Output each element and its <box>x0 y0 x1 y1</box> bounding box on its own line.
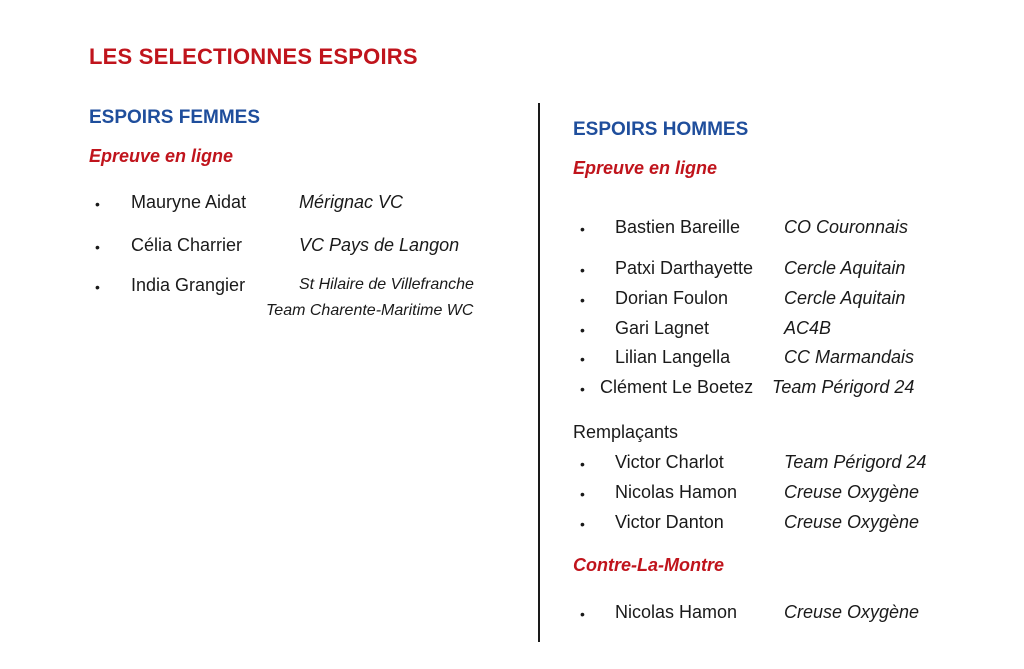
rider-name: Patxi Darthayette <box>615 258 754 278</box>
bullet: • <box>580 456 585 472</box>
rider-club: Creuse Oxygène <box>784 482 920 502</box>
rider-club: St Hilaire de Villefranche <box>299 276 474 293</box>
rider-name: Clément Le Boetez <box>600 377 754 397</box>
rider-name: Bastien Bareille <box>615 217 741 237</box>
rider-club: Team Périgord 24 <box>784 452 927 472</box>
rider-club: Cercle Aquitain <box>784 288 906 308</box>
rider-name: India Grangier <box>131 275 246 295</box>
rider-name: Victor Charlot <box>615 452 724 472</box>
hommes-heading: ESPOIRS HOMMES <box>573 119 749 140</box>
column-divider <box>538 103 540 642</box>
rider-club: Creuse Oxygène <box>784 602 920 622</box>
rider-club-secondary: Team Charente-Maritime WC <box>266 302 474 319</box>
rider-name: Lilian Langella <box>615 347 731 367</box>
rider-name: Célia Charrier <box>131 235 243 255</box>
femmes-heading: ESPOIRS FEMMES <box>89 107 261 128</box>
bullet: • <box>580 292 585 308</box>
bullet: • <box>580 381 585 397</box>
bullet: • <box>580 322 585 338</box>
bullet: • <box>580 221 585 237</box>
rider-name: Nicolas Hamon <box>615 482 738 502</box>
bullet: • <box>580 516 585 532</box>
rider-club: Cercle Aquitain <box>784 258 906 278</box>
bullet: • <box>580 486 585 502</box>
femmes-event-label: Epreuve en ligne <box>89 146 234 166</box>
hommes-event2-label: Contre-La-Montre <box>573 555 724 575</box>
bullet: • <box>95 239 100 255</box>
page-title: LES SELECTIONNES ESPOIRS <box>89 44 418 69</box>
bullet: • <box>95 196 100 212</box>
bullet: • <box>580 351 585 367</box>
rider-name: Victor Danton <box>615 512 724 532</box>
rider-club: CO Couronnais <box>784 217 909 237</box>
hommes-event-label: Epreuve en ligne <box>573 158 718 178</box>
rider-club: Creuse Oxygène <box>784 512 920 532</box>
rider-club: Team Périgord 24 <box>772 377 915 397</box>
rider-club: CC Marmandais <box>784 347 915 367</box>
rider-club: VC Pays de Langon <box>299 235 460 255</box>
bullet: • <box>580 262 585 278</box>
bullet: • <box>580 606 585 622</box>
rider-name: Gari Lagnet <box>615 318 710 338</box>
rider-name: Nicolas Hamon <box>615 602 738 622</box>
rider-name: Dorian Foulon <box>615 288 729 308</box>
rider-name: Mauryne Aidat <box>131 192 247 212</box>
rider-club: Mérignac VC <box>299 192 404 212</box>
substitutes-label: Remplaçants <box>573 422 679 442</box>
bullet: • <box>95 279 100 295</box>
rider-club: AC4B <box>784 318 832 338</box>
